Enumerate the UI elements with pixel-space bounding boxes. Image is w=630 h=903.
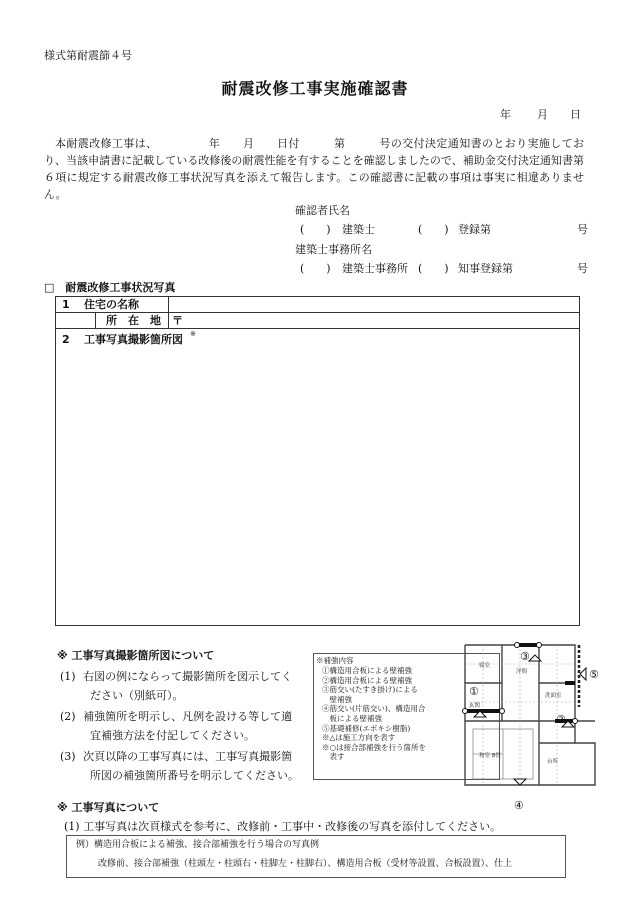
- architect-role: 建築士: [342, 223, 375, 236]
- photo-location-note-mark: ※: [190, 330, 196, 338]
- legend-line: 壁補強: [322, 694, 352, 704]
- postal-mark: 〒: [172, 314, 183, 327]
- floor-plan-diagram: [455, 633, 630, 793]
- marker-3: ③: [520, 650, 530, 663]
- notes1-item-3-line1: 次頁以降の工事写真には、工事写真撮影箇: [83, 750, 293, 763]
- legend-line: 表す: [322, 752, 345, 762]
- marker-5: ⑤: [589, 668, 599, 681]
- room-label-washroom: 洗面室: [545, 693, 562, 699]
- joint-circle: [573, 719, 578, 724]
- office-paren-2: ( ): [418, 262, 449, 275]
- address-label: 所 在 地: [106, 314, 161, 327]
- joint-circle: [463, 709, 468, 714]
- legend-title: ※補強内容: [316, 656, 354, 665]
- notes2-heading: ※ 工事写真について: [57, 801, 160, 814]
- room-label-western: 洋間: [516, 669, 528, 675]
- legend-line: ①構造用合板による壁補強: [322, 666, 412, 675]
- date-day-label: 日: [570, 108, 581, 121]
- notes1-heading: ※ 工事写真撮影箇所図について: [57, 649, 215, 662]
- room-label-kitchen: 台所: [547, 759, 559, 765]
- architect-paren-1: ( ): [300, 223, 331, 236]
- notes2-item-1: (1) 工事写真は次頁様式を参考に、改修前・工事中・改修後の写真を添付してください。: [64, 820, 502, 833]
- legend-lines: [322, 666, 426, 762]
- intro-paragraph: 本耐震改修工事は、 年 月 日付 第 号の交付決定通知書のとおり実施しており、当該申請書に記載している改修後の耐震性能を有することを確認しましたので、補助金交付決定通知書第６項に規定する耐震改修工事状況写真を添えて報告します。この確認書に記載の事項は事実に相違ありません。: [44, 137, 584, 201]
- example-body: 改修前、接合部補強（柱頭左・柱頭右・柱脚左・柱脚右）、構造用合板（受材等設置、合板設置）、仕上: [98, 859, 513, 869]
- office-paren-1: ( ): [300, 262, 331, 275]
- notes1-item-2-line2: 宜補強方法を付記してください。: [90, 729, 255, 742]
- architect-registration: 登録第: [458, 223, 491, 236]
- notes1-item-1-num: (1): [60, 670, 76, 683]
- notes1-item-2-num: (2): [60, 710, 76, 723]
- office-registration: 知事登録第: [458, 262, 513, 275]
- notes1-item-1: [60, 667, 292, 705]
- house-name-field[interactable]: [170, 297, 578, 311]
- address-field[interactable]: [184, 313, 578, 327]
- notes1-item-2: [60, 707, 292, 745]
- page-title: 耐震改修工事実施確認書: [221, 79, 409, 98]
- confirmer-name-label: 確認者氏名: [295, 204, 350, 217]
- photo-location-drawing-area[interactable]: [57, 350, 578, 624]
- notes1-item-3-num: (3): [60, 750, 76, 763]
- legend-line: ③筋交い(たすき掛け)による: [322, 685, 418, 695]
- room-label-washitsu: 和室 8畳: [479, 753, 501, 759]
- row2-number: 2: [62, 333, 70, 346]
- legend-line: ※○は接合部補強を行う箇所を: [322, 742, 427, 752]
- notes1-item-3: [60, 747, 299, 785]
- architect-paren-2: ( ): [418, 223, 449, 236]
- legend-line: ※△は施工方向を表す: [322, 733, 396, 743]
- direction-triangle: [514, 779, 526, 785]
- legend-line: 板による壁補強: [322, 713, 382, 723]
- notes1-item-3-line2: 所図の補強箇所番号を明示してください。: [90, 769, 299, 782]
- room-label-bedroom: 寝室: [479, 663, 491, 669]
- direction-triangle: [580, 668, 586, 680]
- joint-circle: [500, 709, 505, 714]
- joint-circle: [537, 643, 542, 648]
- architect-number-suffix: 号: [577, 223, 588, 236]
- date-month-label: 月: [537, 108, 548, 121]
- marker-1: ①: [469, 685, 479, 698]
- notes1-item-1-line1: 右図の例にならって撮影箇所を図示してく: [83, 670, 293, 683]
- date-year-label: 年: [500, 108, 511, 121]
- joint-circle: [515, 643, 520, 648]
- office-name-label: 建築士事務所名: [295, 243, 372, 256]
- house-name-label: 住宅の名称: [84, 298, 139, 311]
- marker-2: ②: [556, 713, 566, 726]
- section-heading: □ 耐震改修工事状況写真: [44, 281, 176, 294]
- legend-line: ⑤基礎補修(エポキシ樹脂): [322, 723, 411, 733]
- office-number-suffix: 号: [577, 262, 588, 275]
- form-number: 様式第耐震篩４号: [44, 49, 132, 62]
- marker-4-label: ④: [514, 799, 524, 812]
- office-role: 建築士事務所: [342, 262, 408, 275]
- legend-line: ④筋交い(片筋交い)、構造用合: [322, 704, 426, 714]
- notes1-item-1-line2: ださい（別紙可）。: [90, 689, 184, 702]
- photo-location-label: 工事写真撮影箇所図: [84, 333, 183, 346]
- legend-line: ②構造用合板による壁補強: [322, 675, 412, 685]
- room-label-entrance: 玄関: [469, 703, 481, 709]
- row1-number: 1: [62, 298, 70, 311]
- example-title: 例）構造用合板による補強、接合部補強を行う場合の写真例: [76, 840, 320, 850]
- notes1-item-2-line1: 補強箇所を明示し、凡例を設ける等して適: [83, 710, 293, 723]
